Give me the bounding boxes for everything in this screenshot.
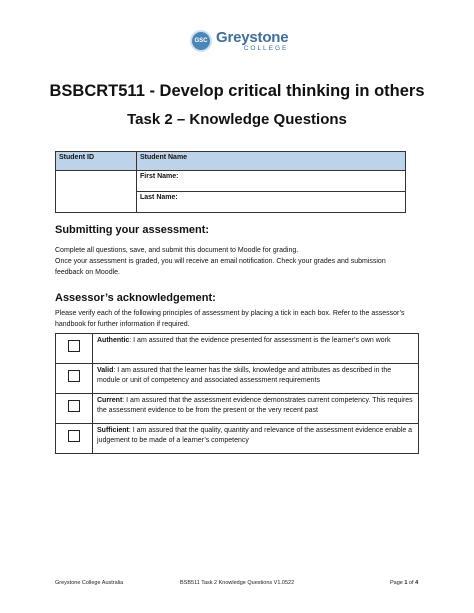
student-id-header: Student ID	[56, 152, 137, 171]
footer-left: Greystone College Australia	[55, 580, 124, 586]
college-logo	[190, 27, 300, 55]
principle-term: Sufficient	[97, 427, 129, 434]
student-id-field[interactable]	[56, 171, 137, 213]
page-total: 4	[415, 580, 419, 586]
principle-text: : I am assured that the learner has the skills, knowledge and attributes as described in the module or unit of competency and associated assessment requirements	[97, 367, 392, 385]
sufficient-checkbox[interactable]	[68, 430, 80, 442]
submitting-line-1: Complete all questions, save, and submit this document to Moodle for grading.	[55, 247, 299, 254]
acknowledgement-intro: Please verify each of the following principles of assessment by placing a tick in each box. Refer to the assessor’s handbook for further information if required.	[55, 310, 405, 328]
authentic-checkbox[interactable]	[68, 340, 80, 352]
logo-subtitle: COLLEGE	[243, 44, 289, 52]
page-of: of	[408, 580, 414, 586]
first-name-field[interactable]: First Name:	[137, 171, 406, 192]
task-title: Task 2 – Knowledge Questions	[127, 111, 347, 128]
submitting-heading: Submitting your assessment:	[55, 224, 210, 236]
principle-row-sufficient	[56, 424, 419, 454]
acknowledgement-heading: Assessor’s acknowledgement:	[55, 292, 216, 304]
principle-term: Authentic	[97, 337, 130, 344]
principle-text: : I am assured that the assessment evidence demonstrates current competency. This requires the assessment evidence to be from the present or the very recent past	[97, 397, 413, 415]
valid-checkbox[interactable]	[68, 370, 80, 382]
document-title: BSBCRT511 - Develop critical thinking in others	[49, 82, 425, 100]
principle-row-current	[56, 394, 419, 424]
principle-row-authentic	[56, 334, 419, 364]
last-name-field[interactable]: Last Name:	[137, 192, 406, 213]
current-checkbox[interactable]	[68, 400, 80, 412]
footer-page-number	[390, 580, 418, 586]
principle-text: : I am assured that the quality, quantity and relevance of the assessment evidence enable a judgement to be made of a learner’s competency	[97, 427, 413, 445]
principle-row-valid	[56, 364, 419, 394]
student-details-table	[55, 151, 406, 213]
principle-term: Valid	[97, 367, 114, 374]
principle-text: : I am assured that the evidence presented for assessment is the learner’s own work	[129, 337, 391, 344]
student-name-header: Student Name	[137, 152, 406, 171]
logo-badge: GSC	[190, 30, 212, 52]
principle-term: Current	[97, 397, 123, 404]
assessment-principles-table	[55, 333, 419, 454]
page-current: 1	[404, 580, 408, 586]
page-prefix: Page	[390, 580, 403, 586]
logo-name: Greystone	[216, 28, 289, 46]
footer-center: BSB511 Task 2 Knowledge Questions V1.0522	[180, 580, 295, 586]
submitting-line-2: Once your assessment is graded, you will receive an email notification. Check your grades and submission feedback on Moodle.	[55, 258, 386, 276]
